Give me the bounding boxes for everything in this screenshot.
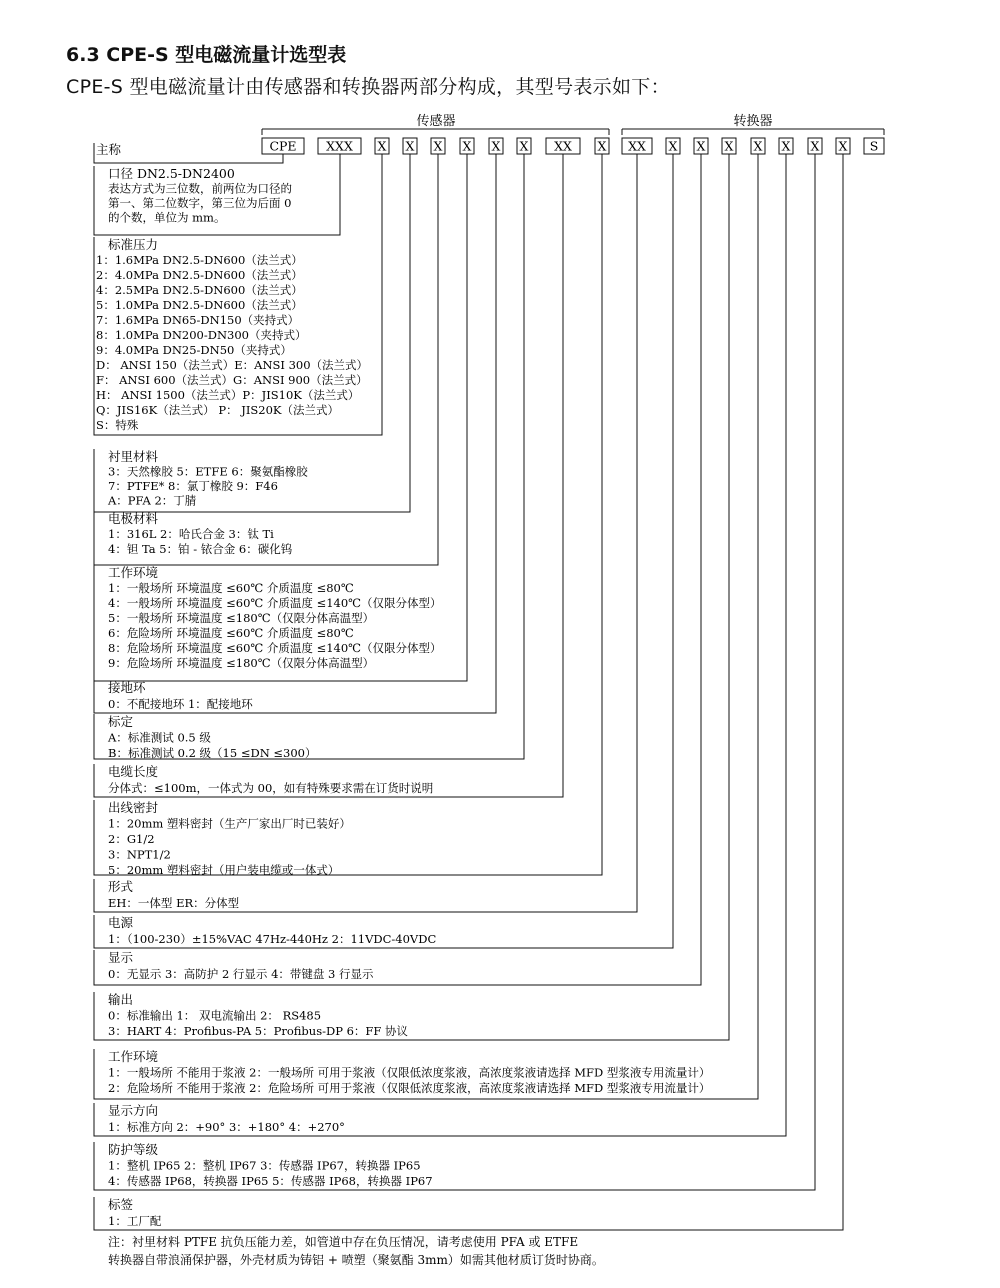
section-line: 1：20mm 塑料密封（生产厂家出厂时已装好） xyxy=(108,816,351,831)
section-line: 表达方式为三位数，前两位为口径的 xyxy=(108,181,292,196)
code-box-label: XXX xyxy=(326,138,353,154)
code-box-label: X xyxy=(781,138,791,154)
connector-line xyxy=(94,143,283,163)
section-title: 接地环 xyxy=(108,680,146,695)
code-box-label: X xyxy=(753,138,763,154)
section-line: 8：1.0MPa DN200-DN300（夹持式） xyxy=(96,328,307,342)
page-subtitle: CPE-S 型电磁流量计由传感器和转换器两部分构成，其型号表示如下： xyxy=(66,76,670,98)
section-line: 2：G1/2 xyxy=(108,832,155,846)
section-line: 0：标准输出 1： 双电流输出 2： RS485 xyxy=(108,1008,322,1023)
section-line: 1：（100-230）±15%VAC 47Hz-440Hz 2：11VDC-40VDC xyxy=(108,932,437,946)
section-line: 3：天然橡胶 5：ETFE 6：聚氨酯橡胶 xyxy=(108,464,308,479)
section-line: 0：无显示 3：高防护 2 行显示 4：带键盘 3 行显示 xyxy=(108,967,374,981)
section-line: 5：20mm 塑料密封（用户装电缆或一体式） xyxy=(108,863,340,877)
converter-header: 转换器 xyxy=(733,114,773,129)
section-title: 标准压力 xyxy=(108,237,159,252)
section-title: 防护等级 xyxy=(108,1142,159,1157)
section-line: H： ANSI 1500（法兰式）P：JIS10K（法兰式） xyxy=(96,388,360,402)
footnote-line: 注：衬里材料 PTFE 抗负压能力差，如管道中存在负压情况，请考虑使用 PFA 或 ETFE xyxy=(108,1235,579,1249)
section-line: 1：316L 2：哈氏合金 3：钛 Ti xyxy=(108,527,274,541)
section-line: S：特殊 xyxy=(96,418,139,432)
section-line: 4：一般场所 环境温度 ≤60℃ 介质温度 ≤140℃（仅限分体型） xyxy=(108,596,442,610)
section-line: 1：一般场所 不能用于浆液 2：一般场所 可用于浆液（仅限低浓度浆液，高浓度浆液请选择 MFD 型浆液专用流量计） xyxy=(108,1065,711,1080)
section-line: 4：钽 Ta 5：铂 - 铱合金 6：碳化钨 xyxy=(108,542,293,556)
section-line: A：PFA 2：丁腈 xyxy=(108,493,197,508)
code-box-label: XX xyxy=(628,138,646,154)
section-line: 6：危险场所 环境温度 ≤60℃ 介质温度 ≤80℃ xyxy=(108,626,354,640)
code-box-label: X xyxy=(810,138,820,154)
section-line: 9：危险场所 环境温度 ≤180℃（仅限分体高温型） xyxy=(108,656,375,670)
section-line: 5：1.0MPa DN2.5-DN600（法兰式） xyxy=(96,298,303,312)
section-line: 分体式：≤100m，一体式为 00，如有特殊要求需在订货时说明 xyxy=(108,781,434,795)
section-line: 第一、第二位数字，第三位为后面 0 xyxy=(108,196,292,210)
section-line: 4：传感器 IP68，转换器 IP65 5：传感器 IP68，转换器 IP67 xyxy=(108,1174,433,1188)
section-title: 显示 xyxy=(108,950,134,965)
section-line: 1：标准方向 2：+90° 3：+180° 4：+270° xyxy=(108,1120,345,1134)
code-box-label: S xyxy=(869,138,879,154)
code-box-label: X xyxy=(597,138,607,154)
section-title: 输出 xyxy=(108,992,134,1007)
section-title: 衬里材料 xyxy=(108,449,159,464)
section-title: 电源 xyxy=(108,915,134,930)
section-line: A：标准测试 0.5 级 xyxy=(108,730,211,745)
section-line: Q：JIS16K（法兰式） P： JIS20K（法兰式） xyxy=(96,403,339,417)
section-line: F： ANSI 600（法兰式）G：ANSI 900（法兰式） xyxy=(96,373,368,387)
section-line: 3：NPT1/2 xyxy=(108,847,171,862)
section-title: 工作环境 xyxy=(108,565,159,580)
footnote-line: 转换器自带浪涌保护器，外壳材质为铸铝 + 喷塑（聚氨酯 3mm）如需其他材质订货时协商。 xyxy=(108,1253,604,1267)
code-box-label: X xyxy=(377,138,387,154)
section-title: 口径 DN2.5-DN2400 xyxy=(108,166,235,181)
section-title: 工作环境 xyxy=(108,1049,159,1064)
section-title: 出线密封 xyxy=(108,800,159,815)
page-title: 6.3 CPE-S 型电磁流量计选型表 xyxy=(66,44,347,66)
code-box-label: X xyxy=(462,138,472,154)
section-line: 2：危险场所 不能用于浆液 2：危险场所 可用于浆液（仅限低浓度浆液，高浓度浆液请选择 MFD 型浆液专用流量计） xyxy=(108,1081,711,1095)
section-line: B：标准测试 0.2 级（15 ≤DN ≤300） xyxy=(108,746,317,760)
section-line: 的个数，单位为 mm。 xyxy=(108,210,226,225)
section-title: 标定 xyxy=(108,714,134,729)
section-title: 主称 xyxy=(96,142,122,157)
code-box-label: X xyxy=(724,138,734,154)
section-line: 5：一般场所 环境温度 ≤180℃（仅限分体高温型） xyxy=(108,611,375,625)
section-line: 7：1.6MPa DN65-DN150（夹持式） xyxy=(96,313,300,327)
code-box-label: X xyxy=(405,138,415,154)
section-title: 电极材料 xyxy=(108,511,159,526)
code-box-label: XX xyxy=(554,138,572,154)
section-line: 1：工厂配 xyxy=(108,1214,162,1228)
section-title: 电缆长度 xyxy=(108,764,159,779)
section-line: 8：危险场所 环境温度 ≤60℃ 介质温度 ≤140℃（仅限分体型） xyxy=(108,641,442,655)
section-title: 形式 xyxy=(108,879,134,894)
code-box-label: X xyxy=(519,138,529,154)
sensor-header: 传感器 xyxy=(416,114,456,129)
section-line: 0：不配接地环 1：配接地环 xyxy=(108,697,253,711)
section-line: 9：4.0MPa DN25-DN50（夹持式） xyxy=(96,343,292,357)
section-line: 1：整机 IP65 2：整机 IP67 3：传感器 IP67，转换器 IP65 xyxy=(108,1158,421,1173)
section-line: 4：2.5MPa DN2.5-DN600（法兰式） xyxy=(96,283,303,297)
section-line: D： ANSI 150（法兰式）E：ANSI 300（法兰式） xyxy=(96,358,369,372)
section-line: 7：PTFE* 8：氯丁橡胶 9：F46 xyxy=(108,479,278,493)
code-box-label: X xyxy=(838,138,848,154)
section-line: 1：一般场所 环境温度 ≤60℃ 介质温度 ≤80℃ xyxy=(108,581,354,595)
section-title: 显示方向 xyxy=(108,1103,159,1118)
code-box-label: CPE xyxy=(269,138,297,154)
code-box-label: X xyxy=(433,138,443,154)
section-line: 2：4.0MPa DN2.5-DN600（法兰式） xyxy=(96,268,303,282)
section-line: 1：1.6MPa DN2.5-DN600（法兰式） xyxy=(96,253,303,267)
section-title: 标签 xyxy=(108,1197,134,1212)
code-box-label: X xyxy=(696,138,706,154)
section-line: 3：HART 4：Profibus-PA 5：Profibus-DP 6：FF 协议 xyxy=(108,1024,409,1038)
section-line: EH：一体型 ER：分体型 xyxy=(108,896,240,910)
code-box-label: X xyxy=(668,138,678,154)
code-box-label: X xyxy=(491,138,501,154)
